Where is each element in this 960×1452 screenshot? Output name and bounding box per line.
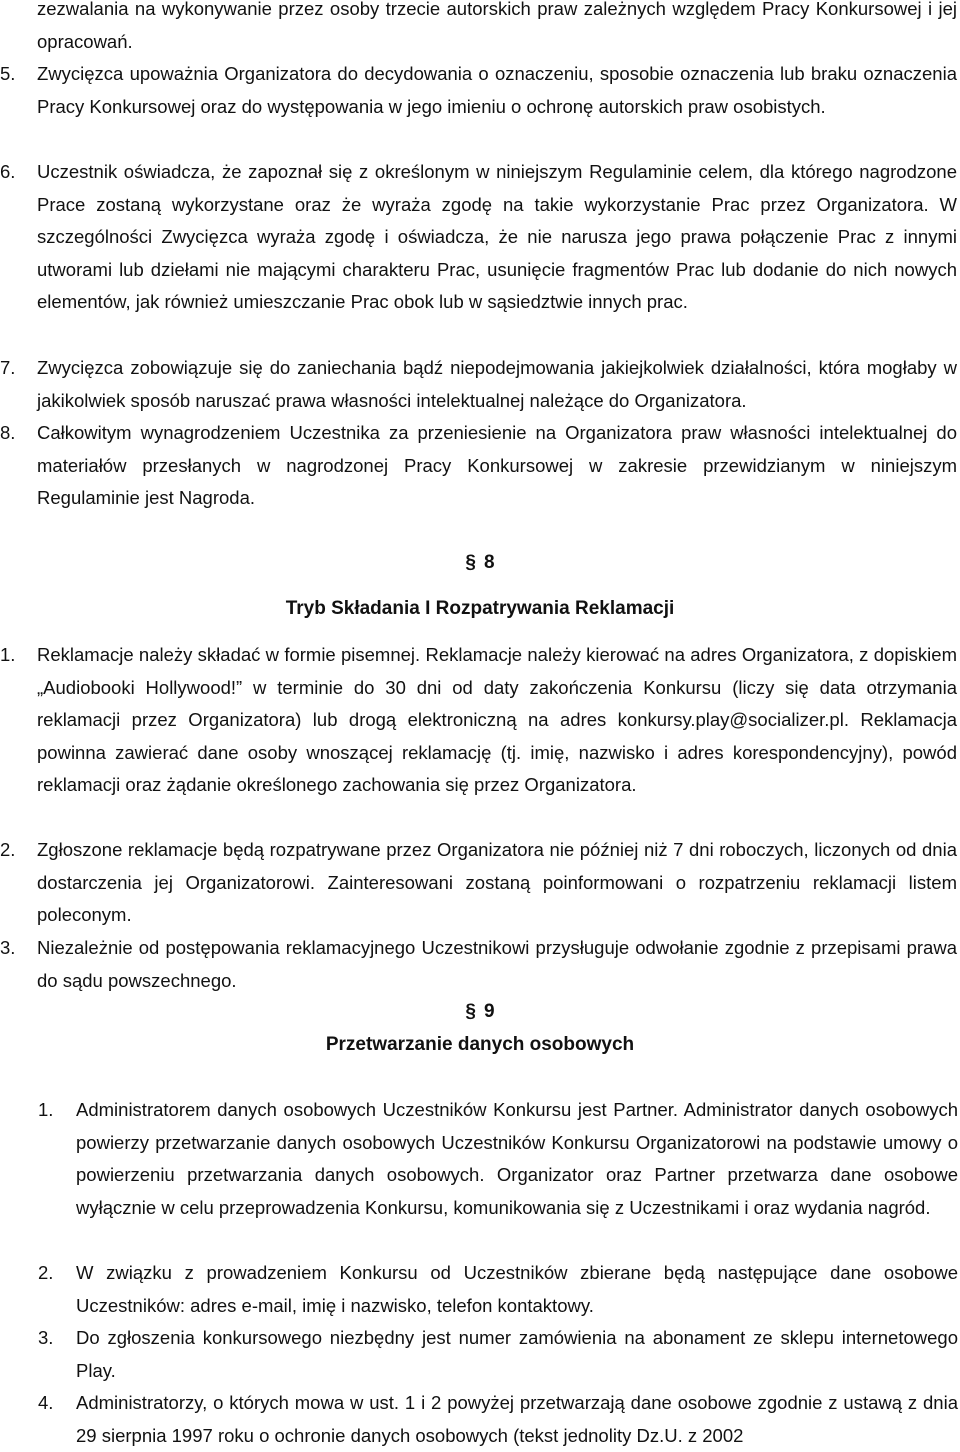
list-item-number: 2. xyxy=(38,1262,54,1283)
section-sign: § xyxy=(465,552,476,573)
list-item-text: W związku z prowadzeniem Konkursu od Uczestników zbierane będą następujące dane osobowe Uczestników: adres e-mail, imię i nazwisko, telefon kontaktowy. xyxy=(76,1262,958,1316)
list-item-text: Administratorzy, o których mowa w ust. 1 i 2 powyżej przetwarzają dane osobowe zgodnie z ustawą z dnia 29 sierpnia 1997 roku o ochronie danych osobowych (tekst jednolity Dz.U. z 2002 xyxy=(76,1392,958,1446)
list-item-number: 1. xyxy=(0,644,16,665)
list-item xyxy=(0,834,957,932)
list-item-text: Uczestnik oświadcza, że zapoznał się z określonym w niniejszym Regulaminie celem, dla którego nagrodzone Prace zostaną wykorzystane oraz że wyraża zgodę na takie wykorzystanie Prac przez Organizatora. W szczególności Zwycięzca wyraża zgodę i oświadcza, że nie narusza jego prawa połączenie Prac z innymi utworami lub dziełami nie mającymi charakteru Prac, usunięcie fragmentów Prac lub dodanie do nich nowych elementów, jak również umieszczanie Prac obok lub w sąsiedztwie innych prac. xyxy=(37,161,957,312)
list-item-text: Całkowitym wynagrodzeniem Uczestnika za przeniesienie na Organizatora praw własności intelektualnej do materiałów przesłanych w nagrodzonej Pracy Konkursowej w zakresie przewidzianym w niniejszym Regulaminie jest Nagroda. xyxy=(37,422,957,508)
list-item-number: 6. xyxy=(0,161,16,182)
list-item-number: 3. xyxy=(0,937,16,958)
list-item xyxy=(38,1387,958,1452)
list-item-number: 5. xyxy=(0,63,16,84)
list-item-text: Administratorem danych osobowych Uczestników Konkursu jest Partner. Administrator danych osobowych powierzy przetwarzanie danych osobowych Uczestników Konkursu Organizatorowi na podstawie umowy o powierzeniu przetwarzania danych osobowych. Organizator oraz Partner przetwarza dane osobowe wyłącznie w celu przeprowadzenia Konkursu, komunikowania się z Uczestnikami i oraz wydania nagród. xyxy=(76,1099,958,1218)
list-item-text: Niezależnie od postępowania reklamacyjnego Uczestnikowi przysługuje odwołanie zgodnie z przepisami prawa do sądu powszechnego. xyxy=(37,937,957,991)
section-number: 8 xyxy=(484,552,495,573)
list-item-number: 4. xyxy=(38,1392,54,1413)
list-item-number: 2. xyxy=(0,839,16,860)
list-item xyxy=(0,352,957,417)
section-9-heading-number xyxy=(0,998,960,1026)
section-8-heading-number xyxy=(0,549,960,577)
list-item-text: Do zgłoszenia konkursowego niezbędny jest numer zamówienia na abonament ze sklepu internetowego Play. xyxy=(76,1327,958,1381)
list-item-text: Reklamacje należy składać w formie pisemnej. Reklamacje należy kierować na adres Organizatora, z dopiskiem „Audiobooki Hollywood!” w terminie do 30 dni od daty zakończenia Konkursu (liczy się data otrzymania reklamacji przez Organizatora) lub drogą elektroniczną na adres konkursy.play@socializer.pl. Reklamacja powinna zawierać dane osoby wnoszącej reklamację (tj. imię, nazwisko i adres korespondencyjny), powód reklamacji oraz żądanie określonego zachowania się przez Organizatora. xyxy=(37,644,957,795)
list-item xyxy=(0,932,957,997)
list-item-number: 7. xyxy=(0,357,16,378)
list-item-text: Zwycięzca upoważnia Organizatora do decydowania o oznaczeniu, sposobie oznaczenia lub braku oznaczenia Pracy Konkursowej oraz do występowania w jego imieniu o ochronę autorskich praw osobistych. xyxy=(37,63,957,117)
list-item xyxy=(38,1257,958,1322)
list-item-text: Zgłoszone reklamacje będą rozpatrywane przez Organizatora nie później niż 7 dni roboczych, liczonych od dnia dostarczenia jej Organizatorowi. Zainteresowani zostaną poinformowani o rozpatrzeniu reklamacji listem poleconym. xyxy=(37,839,957,925)
list-item xyxy=(0,58,957,123)
section-sign: § xyxy=(465,1001,476,1022)
list-item-number: 1. xyxy=(38,1099,54,1120)
list-item xyxy=(38,1322,958,1387)
section-9-title: Przetwarzanie danych osobowych xyxy=(325,1034,635,1055)
section-number: 9 xyxy=(484,1001,495,1022)
list-item xyxy=(0,639,957,802)
list-item-number: 3. xyxy=(38,1327,54,1348)
list-item xyxy=(0,156,957,319)
list-item-text: Zwycięzca zobowiązuje się do zaniechania bądź niepodejmowania jakiejkolwiek działalności, która mogłaby w jakikolwiek sposób naruszać prawa własności intelektualnej należące do Organizatora. xyxy=(37,357,957,411)
list-item-number: 8. xyxy=(0,422,16,443)
continuation-paragraph: zezwalania na wykonywanie przez osoby trzecie autorskich praw zależnych względem Pracy Konkursowej i jej opracowań. xyxy=(37,0,957,52)
section-8-title: Tryb Składania I Rozpatrywania Reklamacji xyxy=(285,598,675,619)
list-item xyxy=(38,1094,958,1224)
list-item xyxy=(0,417,957,515)
